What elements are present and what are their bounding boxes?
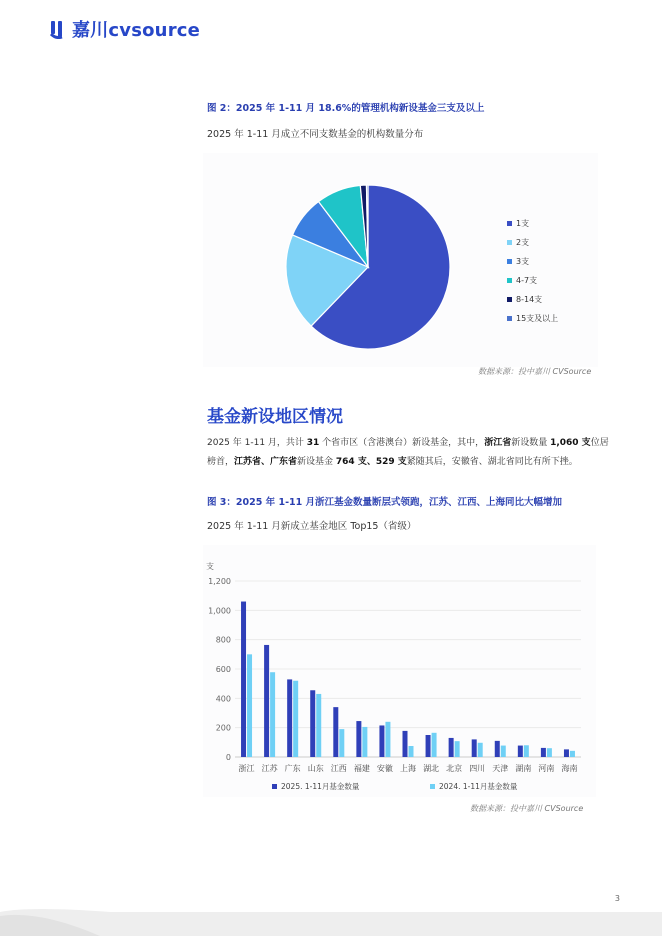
y-tick-label: 1,200 bbox=[208, 577, 231, 586]
bar bbox=[264, 645, 269, 757]
bar bbox=[270, 672, 275, 757]
figure-2-source: 数据来源：投中嘉川 CVSource bbox=[478, 367, 592, 376]
para-bold: 浙江省 bbox=[484, 438, 512, 448]
logo-mark-icon bbox=[50, 19, 68, 39]
x-tick-label: 浙江 bbox=[238, 764, 255, 773]
x-tick-label: 天津 bbox=[492, 764, 509, 773]
legend-item bbox=[507, 214, 558, 233]
bar bbox=[564, 749, 569, 757]
legend-swatch bbox=[507, 259, 512, 264]
section-title: 基金新设地区情况 bbox=[207, 407, 343, 427]
figure-3-caption: 图 3：2025 年 1-11 月浙江基金数量断层式领跑，江苏、江西、上海同比大幅增加 bbox=[207, 497, 563, 508]
bar-legend-2024 bbox=[430, 781, 517, 792]
para-text: 个省市区（含港澳台）新设基金，其中， bbox=[319, 438, 485, 448]
figure-3-subtitle: 2025 年 1-11 月新成立基金地区 Top15（省级） bbox=[207, 521, 417, 532]
bar bbox=[333, 707, 338, 757]
para-text: 2025 年 1-11 月，共计 bbox=[207, 438, 307, 448]
x-tick-label: 河南 bbox=[538, 764, 555, 773]
bar bbox=[362, 727, 367, 757]
x-tick-label: 湖北 bbox=[423, 764, 440, 773]
bar bbox=[316, 694, 321, 757]
legend-label: 2支 bbox=[516, 238, 530, 247]
legend-swatch bbox=[507, 240, 512, 245]
legend-swatch bbox=[507, 297, 512, 302]
page-number: 3 bbox=[614, 894, 620, 903]
legend-item bbox=[507, 271, 558, 290]
bar bbox=[247, 654, 252, 757]
bar bbox=[449, 738, 454, 757]
section-paragraph bbox=[207, 434, 617, 472]
x-tick-label: 海南 bbox=[561, 764, 578, 773]
x-tick-label: 江苏 bbox=[261, 764, 278, 773]
y-tick-label: 600 bbox=[215, 665, 231, 674]
bar bbox=[455, 741, 460, 757]
bar bbox=[287, 679, 292, 757]
y-tick-label: 200 bbox=[215, 723, 231, 733]
x-tick-label: 福建 bbox=[353, 764, 370, 773]
legend-label: 2024. 1-11月基金数量 bbox=[439, 782, 518, 791]
para-bold: 江苏省、广东省 bbox=[234, 457, 298, 467]
bar bbox=[403, 731, 408, 757]
x-tick-label: 安徽 bbox=[376, 764, 393, 773]
para-text: 新设基金 bbox=[297, 457, 336, 467]
legend-label: 15支及以上 bbox=[516, 314, 559, 323]
bar bbox=[547, 748, 552, 757]
para-text: 位居榜首， bbox=[207, 438, 609, 467]
footer-decoration bbox=[0, 906, 662, 936]
para-bold: 764 支、529 支 bbox=[335, 457, 407, 467]
x-tick-label: 江西 bbox=[330, 764, 347, 773]
bar bbox=[385, 722, 390, 757]
figure-2-subtitle: 2025 年 1-11 月成立不同支数基金的机构数量分布 bbox=[207, 129, 424, 140]
x-tick-label: 湖南 bbox=[515, 764, 532, 773]
bar bbox=[310, 690, 315, 757]
y-tick-label: 400 bbox=[215, 694, 231, 704]
bar bbox=[518, 746, 523, 757]
bar bbox=[541, 748, 546, 757]
legend-swatch bbox=[272, 784, 277, 789]
bar-chart bbox=[203, 545, 596, 797]
bar bbox=[241, 602, 246, 757]
legend-swatch bbox=[507, 221, 512, 226]
x-tick-label: 上海 bbox=[400, 764, 416, 773]
legend-swatch bbox=[507, 278, 512, 283]
bar bbox=[495, 741, 500, 757]
legend-label: 1支 bbox=[516, 219, 530, 228]
y-tick-label: 0 bbox=[225, 753, 231, 762]
x-tick-label: 四川 bbox=[469, 764, 486, 773]
legend-item bbox=[507, 309, 558, 328]
bar bbox=[524, 745, 529, 757]
legend-item bbox=[507, 233, 558, 252]
bar bbox=[293, 681, 298, 757]
bar bbox=[356, 721, 361, 757]
x-tick-label: 广东 bbox=[284, 764, 301, 773]
bar bbox=[432, 733, 437, 757]
x-tick-label: 山东 bbox=[307, 764, 324, 773]
legend-label: 8-14支 bbox=[516, 295, 543, 304]
bar bbox=[501, 746, 506, 757]
bar bbox=[478, 743, 483, 757]
legend-label: 3支 bbox=[516, 257, 530, 266]
bar bbox=[379, 725, 384, 757]
legend-swatch bbox=[507, 316, 512, 321]
bar bbox=[570, 751, 575, 757]
logo-text: 嘉川cvsource bbox=[72, 20, 201, 41]
para-text: 新设数量 bbox=[511, 438, 551, 448]
figure-2-caption: 图 2：2025 年 1-11 月 18.6%的管理机构新设基金三支及以上 bbox=[207, 103, 485, 114]
legend-label: 4-7支 bbox=[516, 276, 538, 285]
bar bbox=[409, 746, 414, 757]
x-tick-label: 北京 bbox=[446, 764, 463, 773]
bar bbox=[426, 735, 431, 757]
header-logo bbox=[50, 16, 200, 42]
figure-3-source: 数据来源：投中嘉川 CVSource bbox=[470, 804, 584, 813]
pie-legend bbox=[507, 214, 558, 328]
bar-chart-area bbox=[203, 545, 596, 797]
legend-item bbox=[507, 252, 558, 271]
bar-legend-2025 bbox=[272, 781, 359, 792]
para-bold: 31 bbox=[306, 438, 320, 448]
legend-swatch bbox=[430, 784, 435, 789]
para-text: 紧随其后，安徽省、湖北省同比有所下挫。 bbox=[406, 457, 578, 467]
legend-label: 2025. 1-11月基金数量 bbox=[281, 782, 360, 791]
y-axis-label: 支 bbox=[206, 562, 214, 571]
bar bbox=[472, 739, 477, 757]
para-bold: 1,060 支 bbox=[550, 438, 591, 448]
bar bbox=[339, 729, 344, 757]
y-tick-label: 1,000 bbox=[208, 606, 231, 616]
legend-item bbox=[507, 290, 558, 309]
y-tick-label: 800 bbox=[215, 635, 231, 645]
